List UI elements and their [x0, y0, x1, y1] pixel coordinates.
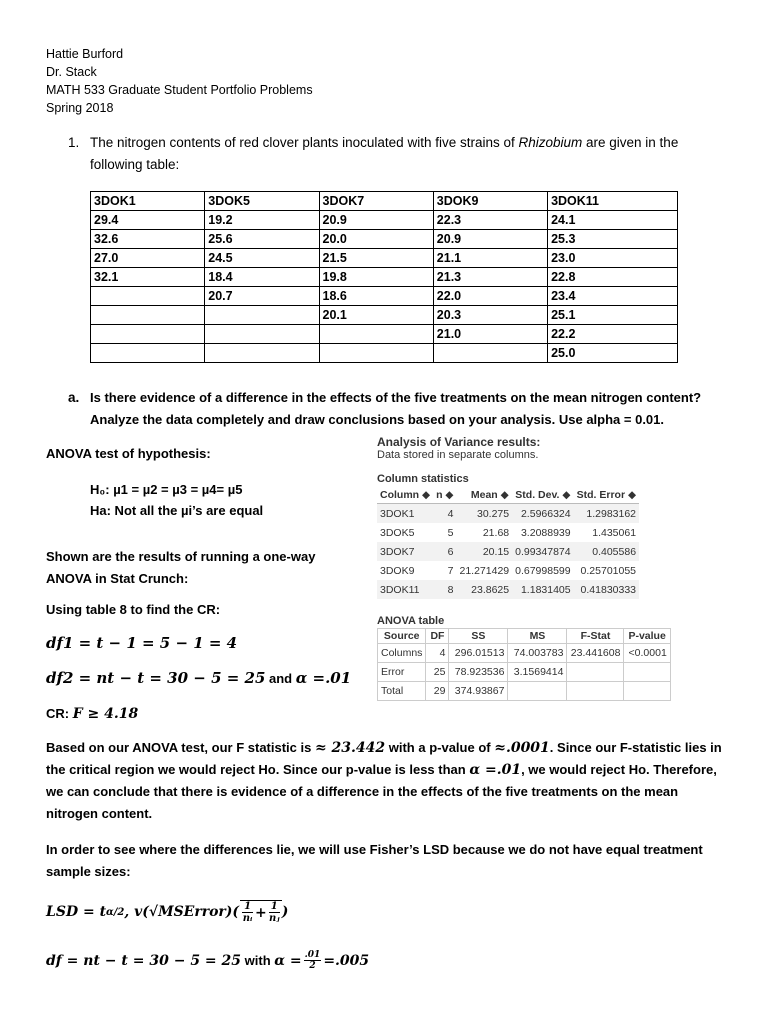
table-row [377, 523, 639, 542]
table-cell: 19.8 [319, 268, 433, 287]
table-cell [205, 344, 319, 363]
statcrunch-intro: Shown are the results of running a one-way ANOVA in Stat Crunch: [46, 549, 316, 586]
table-cell: 20.1 [319, 306, 433, 325]
table-cell: 25 [426, 663, 449, 682]
course-title: MATH 533 Graduate Student Portfolio Problems [46, 83, 313, 97]
student-name: Hattie Burford [46, 47, 124, 61]
table-cell: 3DOK7 [377, 542, 433, 561]
table-cell: 19.2 [205, 211, 319, 230]
table-cell: 3.2088939 [520, 526, 571, 539]
sqrt-fractions: 1 nᵢ + $\frac{1}{\text{nⱼ}}$ [240, 900, 282, 924]
table-cell [319, 325, 433, 344]
table-cell: 8 [433, 580, 456, 599]
df2-equation: df2 = nt − t = 30 − 5 = 25 [46, 669, 266, 687]
table-cell: 27.0 [91, 249, 205, 268]
table-row [91, 211, 678, 230]
table-cell: 1.2983162 [574, 504, 639, 524]
table-cell: 22.2 [548, 325, 678, 344]
anova-table [377, 628, 671, 701]
table-header-row [91, 192, 678, 211]
sortable-header[interactable]: Column ◆ [377, 487, 433, 504]
table-cell: 374.93867 [449, 682, 508, 701]
lsd-formula: LSD = t α/2 , v(√MSError)( 1 nᵢ + $\frac{1}{\text{nⱼ}}$ ) [46, 901, 289, 924]
table8-text: Using table 8 to find the CR: [46, 602, 221, 617]
table-cell: 74.003783 [508, 644, 567, 663]
table-cell: 3DOK9 [380, 564, 415, 577]
table-cell: 21.5 [319, 249, 433, 268]
table-cell: 22.8 [548, 268, 678, 287]
table-cell: 6 [433, 542, 456, 561]
table-cell: 23.8625 [456, 580, 512, 599]
null-hypothesis: H₀: µ1 = µ2 = µ3 = µ4= µ5 [90, 482, 243, 497]
table-cell: 20.0 [319, 230, 433, 249]
anova-header: MS [508, 629, 567, 644]
table-cell: 23.4 [548, 287, 678, 306]
table-cell [91, 287, 205, 306]
table-row [377, 580, 639, 599]
fraction: $\frac{.01}{2}$ [304, 950, 321, 971]
df1-equation: df1 = t − 1 = 5 − 1 = 4 [46, 634, 238, 652]
table-row [91, 268, 678, 287]
table-row [91, 287, 678, 306]
table-cell: 24.5 [205, 249, 319, 268]
table-cell: Error [378, 663, 426, 682]
anova-header: P-value [624, 629, 670, 644]
table-row [91, 249, 678, 268]
table-row [378, 644, 671, 663]
table-cell: 21.3 [433, 268, 547, 287]
table-cell: 1.1831405 [512, 580, 573, 599]
column-statistics-table [377, 487, 639, 599]
table-cell: 24.1 [548, 211, 678, 230]
table-cell: 3DOK11 [377, 580, 433, 599]
table-cell: 20.9 [319, 211, 433, 230]
table-row [91, 306, 678, 325]
table-cell: 5 [447, 526, 454, 539]
table-cell: 0.405586 [574, 542, 639, 561]
table-cell: 78.923536 [449, 663, 508, 682]
table-cell: 4 [433, 504, 456, 524]
table-cell [91, 306, 205, 325]
table-row [378, 682, 671, 701]
table-cell: 21.68 [482, 526, 510, 539]
df2-line: df2 = nt − t = 30 − 5 = 25 and α =.01 [46, 669, 352, 687]
table-cell: 18.6 [319, 287, 433, 306]
table-row [378, 663, 671, 682]
sortable-header[interactable]: Std. Error ◆ [574, 487, 639, 504]
table-cell [205, 306, 319, 325]
table-cell: 20.9 [433, 230, 547, 249]
table-cell [91, 344, 205, 363]
table-cell [567, 682, 624, 701]
table-cell: 25.1 [548, 306, 678, 325]
table-cell: 7 [447, 564, 454, 577]
anova-header: Source [378, 629, 426, 644]
column-statistics-section [377, 473, 639, 599]
column-statistics-label: Column statistics [377, 473, 469, 485]
table-cell: 30.275 [456, 504, 512, 524]
table-cell: 20.3 [433, 306, 547, 325]
table-cell: 32.6 [91, 230, 205, 249]
table-cell: 296.01513 [449, 644, 508, 663]
table-cell: 0.25701055 [580, 564, 637, 577]
table-cell: 21.271429 [459, 564, 510, 577]
table-cell: <0.0001 [624, 644, 670, 663]
critical-region: CR: F ≥ 4.18 [46, 706, 139, 722]
statcrunch-subtitle: Data stored in separate columns. [377, 449, 539, 461]
column-header: 3DOK9 [433, 192, 547, 211]
anova-heading: ANOVA test of hypothesis: [46, 446, 211, 461]
table-cell: 21.0 [433, 325, 547, 344]
fraction: 1 nᵢ [242, 901, 253, 924]
table-cell: 25.3 [548, 230, 678, 249]
anova-table-section [377, 615, 671, 701]
table-cell [624, 682, 670, 701]
column-header: 3DOK5 [205, 192, 319, 211]
df-alpha-line: df = nt − t = 30 − 5 = 25 with α = $\frac{.01}{2}$ =.005 [46, 950, 370, 971]
table-cell: 2.5966324 [512, 504, 573, 524]
part-a-label: a. [68, 390, 80, 405]
table-cell: 23.441608 [567, 644, 624, 663]
table-cell [205, 325, 319, 344]
anova-header: DF [426, 629, 449, 644]
table-cell: Columns [378, 644, 426, 663]
table-cell: 32.1 [91, 268, 205, 287]
table-cell: 3.1569414 [508, 663, 567, 682]
table-cell [433, 344, 547, 363]
table-cell: 3DOK1 [377, 504, 433, 524]
table-row [377, 561, 639, 580]
nitrogen-data-table [90, 191, 678, 363]
table-cell: 22.3 [433, 211, 547, 230]
table-cell: 4 [426, 644, 449, 663]
sortable-header[interactable]: n ◆ [433, 487, 456, 504]
sortable-header[interactable]: Std. Dev. ◆ [512, 487, 573, 504]
problem-statement: The nitrogen contents of red clover plants inoculated with five strains of Rhizobium are given in the following table: [90, 135, 679, 172]
table-cell: 0.99347874 [512, 542, 573, 561]
part-a-question: Is there evidence of a difference in the effects of the five treatments on the mean nitrogen content? Analyze the data completely and draw conclusions based on your analysis. Use alpha = 0.01. [90, 390, 702, 427]
table-cell: 25.6 [205, 230, 319, 249]
table-cell: 18.4 [205, 268, 319, 287]
anova-header: SS [449, 629, 508, 644]
table-cell: 25.0 [548, 344, 678, 363]
column-header: 3DOK11 [548, 192, 678, 211]
lsd-intro: In order to see where the differences lie, we will use Fisher’s LSD because we do not have equal treatment sample sizes: [46, 842, 703, 879]
table-row [377, 504, 639, 524]
table-row [91, 230, 678, 249]
table-cell [508, 682, 567, 701]
table-row [91, 344, 678, 363]
table-cell [319, 344, 433, 363]
table-cell: 29.4 [91, 211, 205, 230]
table-cell: 21.1 [433, 249, 547, 268]
table-cell [624, 663, 670, 682]
table-cell [567, 663, 624, 682]
alt-hypothesis: Ha: Not all the µi’s are equal [90, 503, 264, 518]
anova-table-label: ANOVA table [377, 615, 445, 627]
column-header: 3DOK7 [319, 192, 433, 211]
table-cell: 22.0 [433, 287, 547, 306]
table-row [91, 325, 678, 344]
table-cell: 23.0 [548, 249, 678, 268]
fraction: $\frac{1}{\text{nⱼ}}$ [269, 901, 280, 924]
anova-header: F-Stat [567, 629, 624, 644]
instructor-name: Dr. Stack [46, 65, 97, 79]
term: Spring 2018 [46, 101, 114, 115]
table-cell: 0.41830333 [574, 580, 639, 599]
conclusion-paragraph: Based on our ANOVA test, our F statistic is ≈ 23.442 with a p-value of ≈.0001. Since our F-statistic lies in the critical region we would reject Ho. Since our p-value is less than α =.01, we would reject Ho. Therefore, we can conclude that there is evidence of a difference in the effects of the five treatments on the mean nitrogen content. [46, 740, 722, 821]
alpha-value: α =.01 [295, 669, 352, 687]
table-cell: Total [378, 682, 426, 701]
sortable-header[interactable]: Mean ◆ [456, 487, 512, 504]
table-cell: 29 [426, 682, 449, 701]
table-cell: 20.7 [205, 287, 319, 306]
table-cell: 20.15 [456, 542, 512, 561]
table-cell: 1.435061 [592, 526, 637, 539]
table-cell: 0.67998599 [515, 564, 571, 577]
statcrunch-output [377, 435, 697, 461]
table-row [377, 542, 639, 561]
header-block [46, 45, 313, 117]
statcrunch-title: Analysis of Variance results: [377, 435, 541, 449]
table-cell [91, 325, 205, 344]
column-header: 3DOK1 [91, 192, 205, 211]
problem-number: 1. [68, 135, 80, 150]
rhizobium-italic: Rhizobium [518, 135, 583, 150]
table-cell: 3DOK5 [380, 526, 415, 539]
